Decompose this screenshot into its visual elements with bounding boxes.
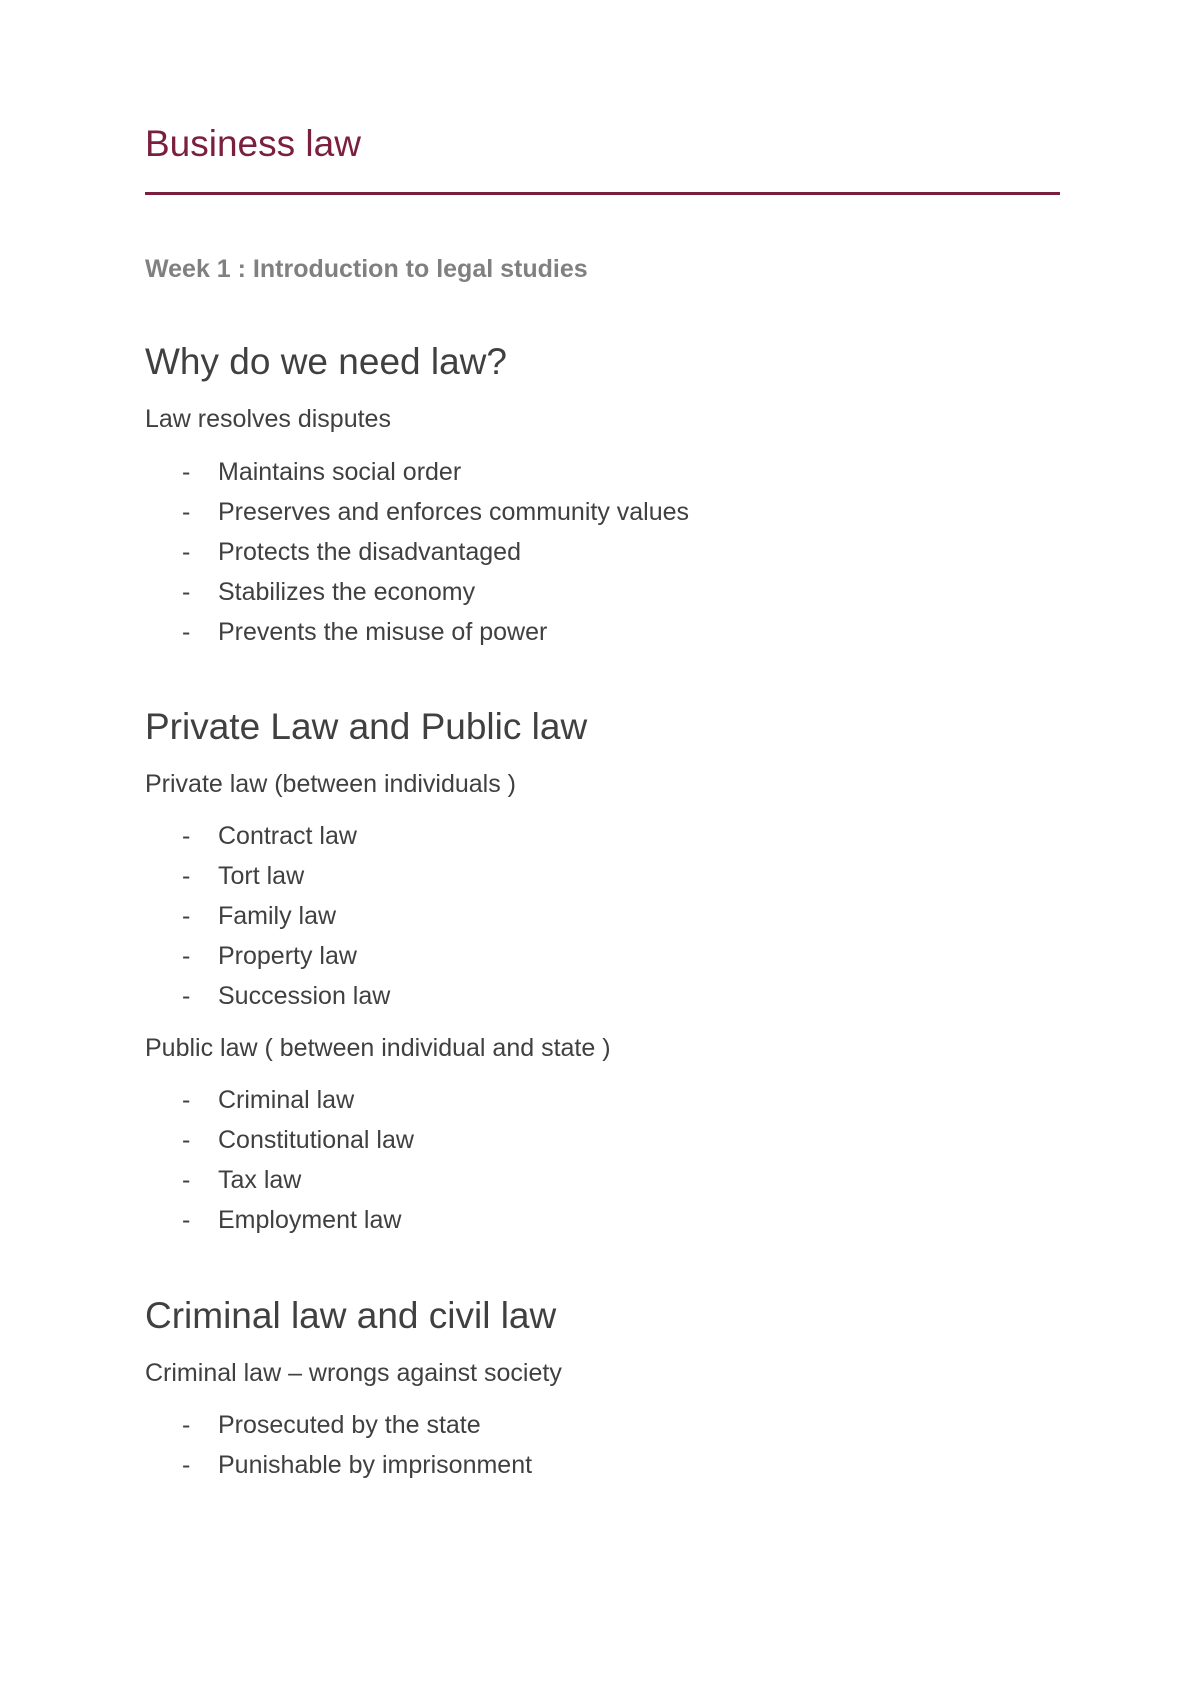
document-subtitle: Week 1 : Introduction to legal studies [145,255,588,283]
section-heading-private-public: Private Law and Public law [145,706,588,747]
list-item-text: Punishable by imprisonment [218,1451,533,1479]
bullet-dash: - [182,1411,191,1439]
bullet-dash: - [182,822,191,850]
bullet-dash: - [182,538,191,566]
group-intro-law-resolves: Law resolves disputes [145,405,391,433]
list-item-text: Prosecuted by the state [218,1411,481,1439]
bullet-dash: - [182,902,191,930]
group-intro-public-law: Public law ( between individual and state ) [145,1034,611,1062]
group-intro-private-law: Private law (between individuals ) [145,770,517,798]
list-item-text: Contract law [218,822,357,850]
bullet-dash: - [182,1086,191,1114]
bullet-dash: - [182,578,191,606]
bullet-dash: - [182,1166,191,1194]
document-title: Business law [145,123,361,164]
bullet-dash: - [182,498,191,526]
section-heading-why-law: Why do we need law? [145,341,507,382]
bullet-dash: - [182,862,191,890]
bullet-dash: - [182,1451,191,1479]
list-item-text: Tort law [218,862,305,890]
list-item-text: Family law [218,902,337,930]
list-item-text: Constitutional law [218,1126,414,1154]
list-item-text: Prevents the misuse of power [218,618,548,646]
bullet-dash: - [182,1206,191,1234]
list-item-text: Preserves and enforces community values [218,498,690,526]
group-intro-criminal-law: Criminal law – wrongs against society [145,1359,562,1387]
bullet-dash: - [182,982,191,1010]
section-heading-criminal-civil: Criminal law and civil law [145,1295,557,1336]
bullet-dash: - [182,1126,191,1154]
bullet-dash: - [182,942,191,970]
list-item-text: Employment law [218,1206,402,1234]
list-item-text: Stabilizes the economy [218,578,476,606]
list-item-text: Criminal law [218,1086,355,1114]
bullet-dash: - [182,618,191,646]
list-item-text: Tax law [218,1166,302,1194]
list-item-text: Succession law [218,982,391,1010]
title-underline [145,192,1060,195]
list-item-text: Maintains social order [218,458,462,486]
list-item-text: Protects the disadvantaged [218,538,521,566]
bullet-dash: - [182,458,191,486]
list-item-text: Property law [218,942,357,970]
